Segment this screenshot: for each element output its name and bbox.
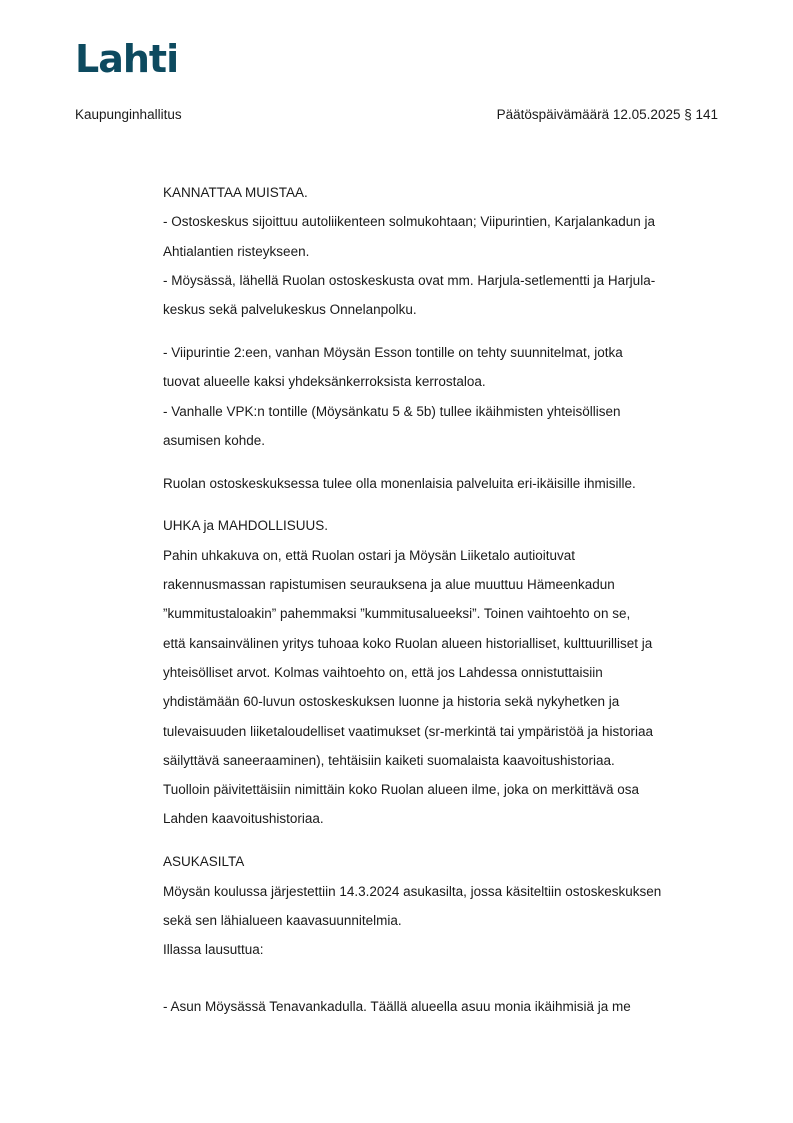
text-line: Illassa lausuttua:	[163, 942, 264, 958]
text-line: Möysän koulussa järjestettiin 14.3.2024 asukasilta, jossa käsiteltiin ostoskeskuksen	[163, 883, 662, 899]
text-line: tulevaisuuden liiketaloudelliset vaatimukset (sr-merkintä tai ympäristöä ja historiaa	[163, 723, 653, 739]
text-line: Lahden kaavoitushistoriaa.	[163, 811, 324, 827]
text-line: - Ostoskeskus sijoittuu autoliikenteen solmukohtaan; Viipurintien, Karjalankadun ja	[163, 214, 656, 230]
text-line: ”kummitustaloakin” pahemmaksi ”kummitusalueeksi”. Toinen vaihtoehto on se,	[163, 606, 631, 622]
text-line: tuovat alueelle kaksi yhdeksänkerroksista kerrostaloa.	[163, 374, 486, 390]
text-line: KANNATTAA MUISTAA.	[163, 185, 308, 200]
text-line: - Viipurintie 2:een, vanhan Möysän Esson tontille on tehty suunnitelmat, jotka	[163, 344, 623, 360]
document-body	[163, 178, 723, 1022]
text-line: yhdistämään 60-luvun ostoskeskuksen luonne ja historia sekä nykyhetken ja	[163, 694, 620, 710]
lahti-logo: Lahti	[75, 37, 179, 81]
text-line: - Möysässä, lähellä Ruolan ostoskeskusta ovat mm. Harjula-setlementti ja Harjula-	[163, 272, 656, 288]
text-line: rakennusmassan rapistumisen seurauksena ja alue muuttuu Hämeenkadun	[163, 577, 615, 593]
department-name: Kaupunginhallitus	[75, 107, 182, 122]
text-line: - Vanhalle VPK:n tontille (Möysänkatu 5 & 5b) tullee ikäihmisten yhteisöllisen	[163, 403, 621, 419]
text-line: Tuolloin päivitettäisiin nimittäin koko Ruolan alueen ilme, joka on merkittävä osa	[163, 782, 639, 798]
text-line: Ahtialantien risteykseen.	[163, 243, 310, 259]
text-line: Ruolan ostoskeskuksessa tulee olla monenlaisia palveluita eri-ikäisille ihmisille.	[163, 475, 636, 491]
text-line: sekä sen lähialueen kaavasuunnitelmia.	[163, 912, 402, 928]
paragraph-threat	[163, 511, 723, 833]
paragraph-services	[163, 469, 723, 498]
paragraph-resident-evening	[163, 847, 723, 964]
decision-date: Päätöspäivämäärä 12.05.2025 § 141	[496, 107, 718, 122]
text-line: että kansainvälinen yritys tuhoaa koko Ruolan alueen historialliset, kulttuurilliset ja	[163, 635, 653, 651]
paragraph-plans	[163, 338, 723, 455]
text-line: yhteisölliset arvot. Kolmas vaihtoehto on, että jos Lahdessa onnistuttaisiin	[163, 664, 603, 680]
text-line: - Asun Möysässä Tenavankadulla. Täällä alueella asuu monia ikäihmisiä ja me	[163, 999, 631, 1015]
text-line: asumisen kohde.	[163, 432, 266, 448]
text-line: keskus sekä palvelukeskus Onnelanpolku.	[163, 302, 417, 318]
paragraph-quote	[163, 992, 723, 1021]
text-line: UHKA ja MAHDOLLISUUS.	[163, 518, 329, 534]
paragraph-remember	[163, 178, 723, 324]
text-line: säilyttävä saneeraaminen), tehtäisiin kaiketi suomalaista kaavoitushistoriaa.	[163, 752, 615, 768]
text-line: ASUKASILTA	[163, 854, 245, 870]
text-line: Pahin uhkakuva on, että Ruolan ostari ja Möysän Liiketalo autioituvat	[163, 547, 576, 563]
